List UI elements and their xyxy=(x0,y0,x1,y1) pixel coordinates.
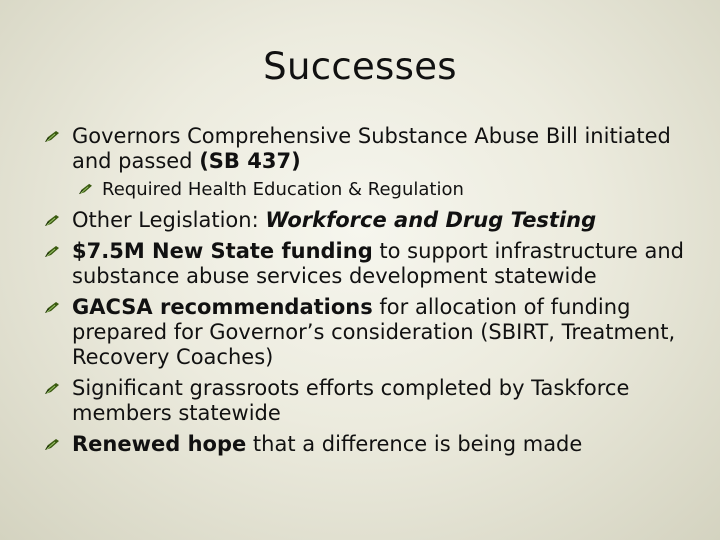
bullet-bold-text: GACSA recommendations xyxy=(72,295,373,319)
pen-nib-icon xyxy=(44,245,60,258)
pen-nib-icon xyxy=(44,130,60,143)
bullet-item xyxy=(44,376,704,426)
bullet-item xyxy=(44,295,704,370)
bullet-item xyxy=(44,432,704,457)
bullet-text: Governors Comprehensive Substance Abuse Bill initiated and passed xyxy=(72,124,671,173)
bullet-text: that a difference is being made xyxy=(246,432,583,456)
bullet-bold-text: Renewed hope xyxy=(72,432,247,456)
bullet-list xyxy=(44,124,704,463)
bullet-bold-text: $7.5M New State funding xyxy=(72,239,373,263)
pen-nib-icon xyxy=(78,183,93,195)
pen-nib-icon xyxy=(44,214,60,227)
bullet-item xyxy=(44,124,704,174)
bullet-text: for allocation of funding prepared for Governor’s consideration (SBIRT, Treatment, Recovery Coaches) xyxy=(72,295,676,369)
bullet-text: to support infrastructure and substance abuse services development statewide xyxy=(72,239,684,288)
slide-title: Successes xyxy=(263,45,457,88)
bullet-item xyxy=(44,208,704,233)
bullet-text: Other Legislation: xyxy=(72,208,266,232)
pen-nib-icon xyxy=(44,382,60,395)
pen-nib-icon xyxy=(44,301,60,314)
bullet-bold-italic-text: Workforce and Drug Testing xyxy=(265,208,597,232)
bullet-text: Significant grassroots efforts completed by Taskforce members statewide xyxy=(72,376,630,425)
bullet-bold-text: (SB 437) xyxy=(199,149,301,173)
pen-nib-icon xyxy=(44,438,60,451)
bullet-item xyxy=(44,239,704,289)
sub-bullet-text: Required Health Education & Regulation xyxy=(102,179,464,200)
sub-bullet-item xyxy=(44,179,704,201)
